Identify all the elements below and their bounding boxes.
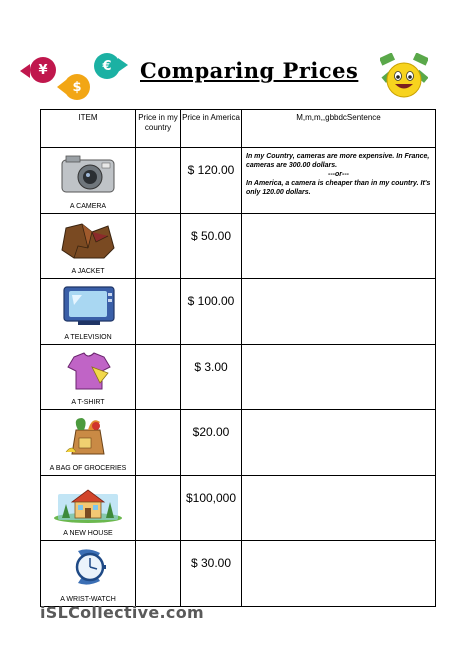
site-watermark: iSLCollective.com: [40, 603, 204, 622]
header-price-america: Price in America: [181, 110, 242, 148]
item-label: A JACKET: [71, 268, 105, 275]
camera-icon: [48, 152, 128, 196]
house-icon: [48, 480, 128, 524]
item-label: A NEW HOUSE: [63, 530, 113, 537]
money-smiley-icon: [380, 53, 428, 101]
america-price: $ 100.00: [181, 279, 242, 345]
page-title: Comparing Prices: [140, 58, 359, 83]
price-table: [40, 109, 436, 607]
item-label: A BAG OF GROCERIES: [49, 464, 127, 472]
america-price: $ 30.00: [181, 541, 242, 607]
dollar-coin-icon: $: [64, 74, 90, 100]
header-item: ITEM: [41, 110, 136, 148]
header-sentence: M,m,m,,gbbdcSentence: [242, 110, 436, 148]
table-row: [41, 410, 436, 476]
tshirt-icon: [48, 349, 128, 393]
my-country-price-cell[interactable]: [136, 541, 181, 607]
america-price: $ 120.00: [181, 148, 242, 214]
sentence-cell[interactable]: [242, 279, 436, 345]
item-cell: [41, 410, 136, 476]
example-sentence: [242, 148, 436, 214]
item-cell: [41, 344, 136, 410]
america-price: $ 50.00: [181, 213, 242, 279]
table-row: [41, 475, 436, 541]
item-label: A WRIST-WATCH: [60, 595, 116, 603]
table-row: [41, 148, 436, 214]
sentence-cell[interactable]: [242, 541, 436, 607]
item-cell: [41, 541, 136, 607]
table-row: [41, 279, 436, 345]
table-row: [41, 213, 436, 279]
my-country-price-cell[interactable]: [136, 213, 181, 279]
example-line-2: In America, a camera is cheaper than in my country. It's only 120.00 dollars.: [246, 180, 431, 196]
my-country-price-cell[interactable]: [136, 279, 181, 345]
example-line-1: In my Country, cameras are more expensive. In France, cameras are 300.00 dollars.: [246, 153, 430, 169]
table-row: [41, 344, 436, 410]
table-header-row: [41, 110, 436, 148]
watch-icon: [48, 545, 128, 589]
euro-coin-icon: €: [94, 53, 120, 79]
item-label: A TELEVISION: [64, 333, 112, 341]
my-country-price-cell[interactable]: [136, 344, 181, 410]
item-cell: [41, 213, 136, 279]
worksheet-header: [0, 0, 474, 110]
jacket-icon: [48, 218, 128, 262]
sentence-cell[interactable]: [242, 213, 436, 279]
sentence-cell[interactable]: [242, 344, 436, 410]
television-icon: [48, 283, 128, 327]
item-label: A T-SHIRT: [71, 399, 105, 406]
america-price: $20.00: [181, 410, 242, 476]
item-cell: [41, 475, 136, 541]
item-cell: [41, 279, 136, 345]
sentence-cell[interactable]: [242, 410, 436, 476]
sentence-cell[interactable]: [242, 475, 436, 541]
table-row: [41, 541, 436, 607]
item-cell: [41, 148, 136, 214]
america-price: $ 3.00: [181, 344, 242, 410]
yen-coin-icon: ¥: [30, 57, 56, 83]
euro-arrow-icon: [118, 58, 128, 72]
header-price-my-country: Price in my country: [136, 110, 181, 148]
groceries-icon: [48, 414, 128, 458]
yen-arrow-icon: [20, 64, 30, 78]
my-country-price-cell[interactable]: [136, 475, 181, 541]
example-or: ---or---: [328, 171, 349, 178]
america-price: $100,000: [181, 475, 242, 541]
my-country-price-cell[interactable]: [136, 410, 181, 476]
my-country-price-cell[interactable]: [136, 148, 181, 214]
item-label: A CAMERA: [69, 202, 107, 210]
